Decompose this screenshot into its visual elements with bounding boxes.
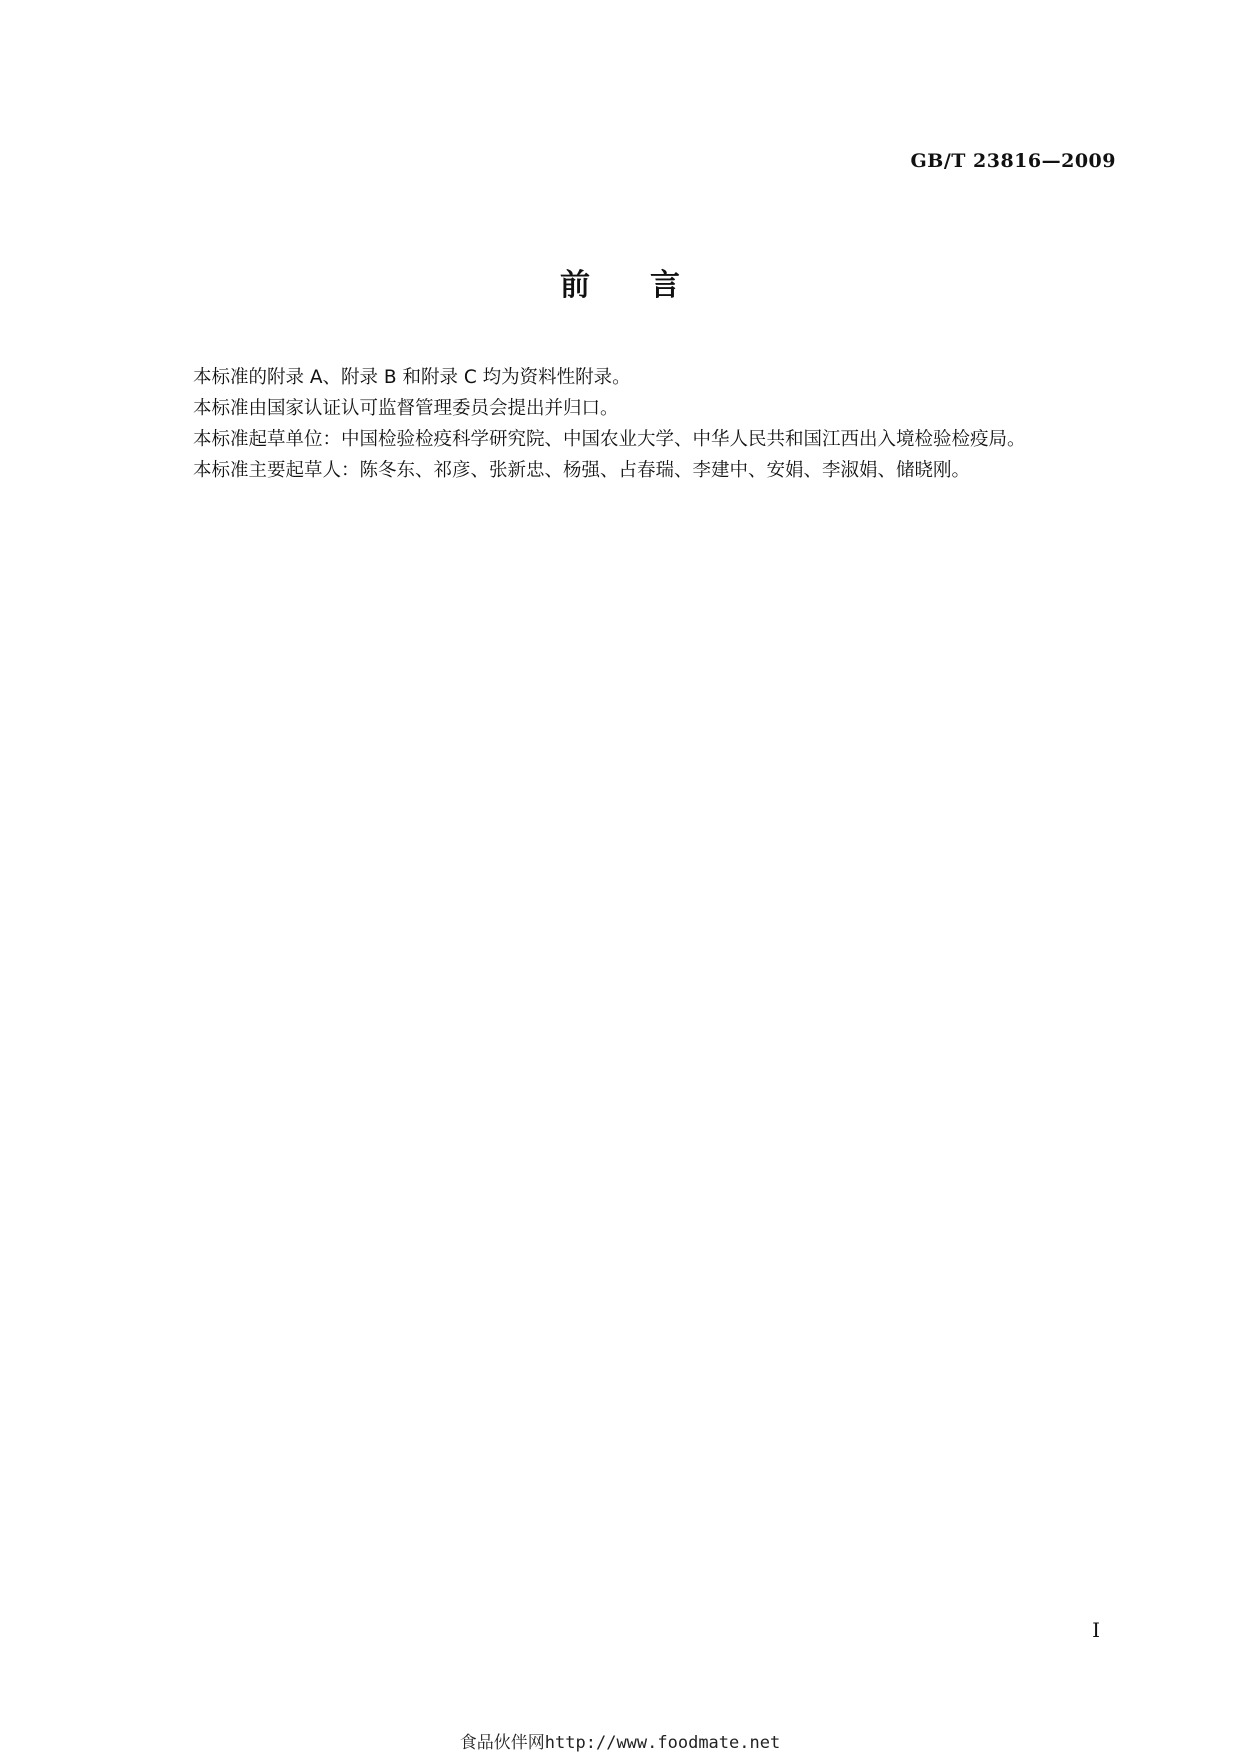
- watermark-footer: 食品伙伴网http://www.foodmate.net: [459, 1733, 781, 1753]
- paragraph-drafters: 本标准主要起草人：陈冬东、祁彦、张新忠、杨强、占春瑞、李建中、安娟、李淑娟、储晓刚。: [193, 460, 971, 481]
- page-title: 前言: [560, 268, 740, 303]
- standard-code: GB/T 23816—2009: [910, 150, 1116, 172]
- foreword-body: [193, 362, 1123, 486]
- paragraph-drafting-units: 本标准起草单位：中国检验检疫科学研究院、中国农业大学、中华人民共和国江西出入境检验检疫局。: [193, 429, 1026, 450]
- paragraph-proposer: 本标准由国家认证认可监督管理委员会提出并归口。: [193, 398, 619, 419]
- page-number: I: [1092, 1618, 1100, 1642]
- paragraph-appendix: 本标准的附录 A、附录 B 和附录 C 均为资料性附录。: [193, 367, 631, 388]
